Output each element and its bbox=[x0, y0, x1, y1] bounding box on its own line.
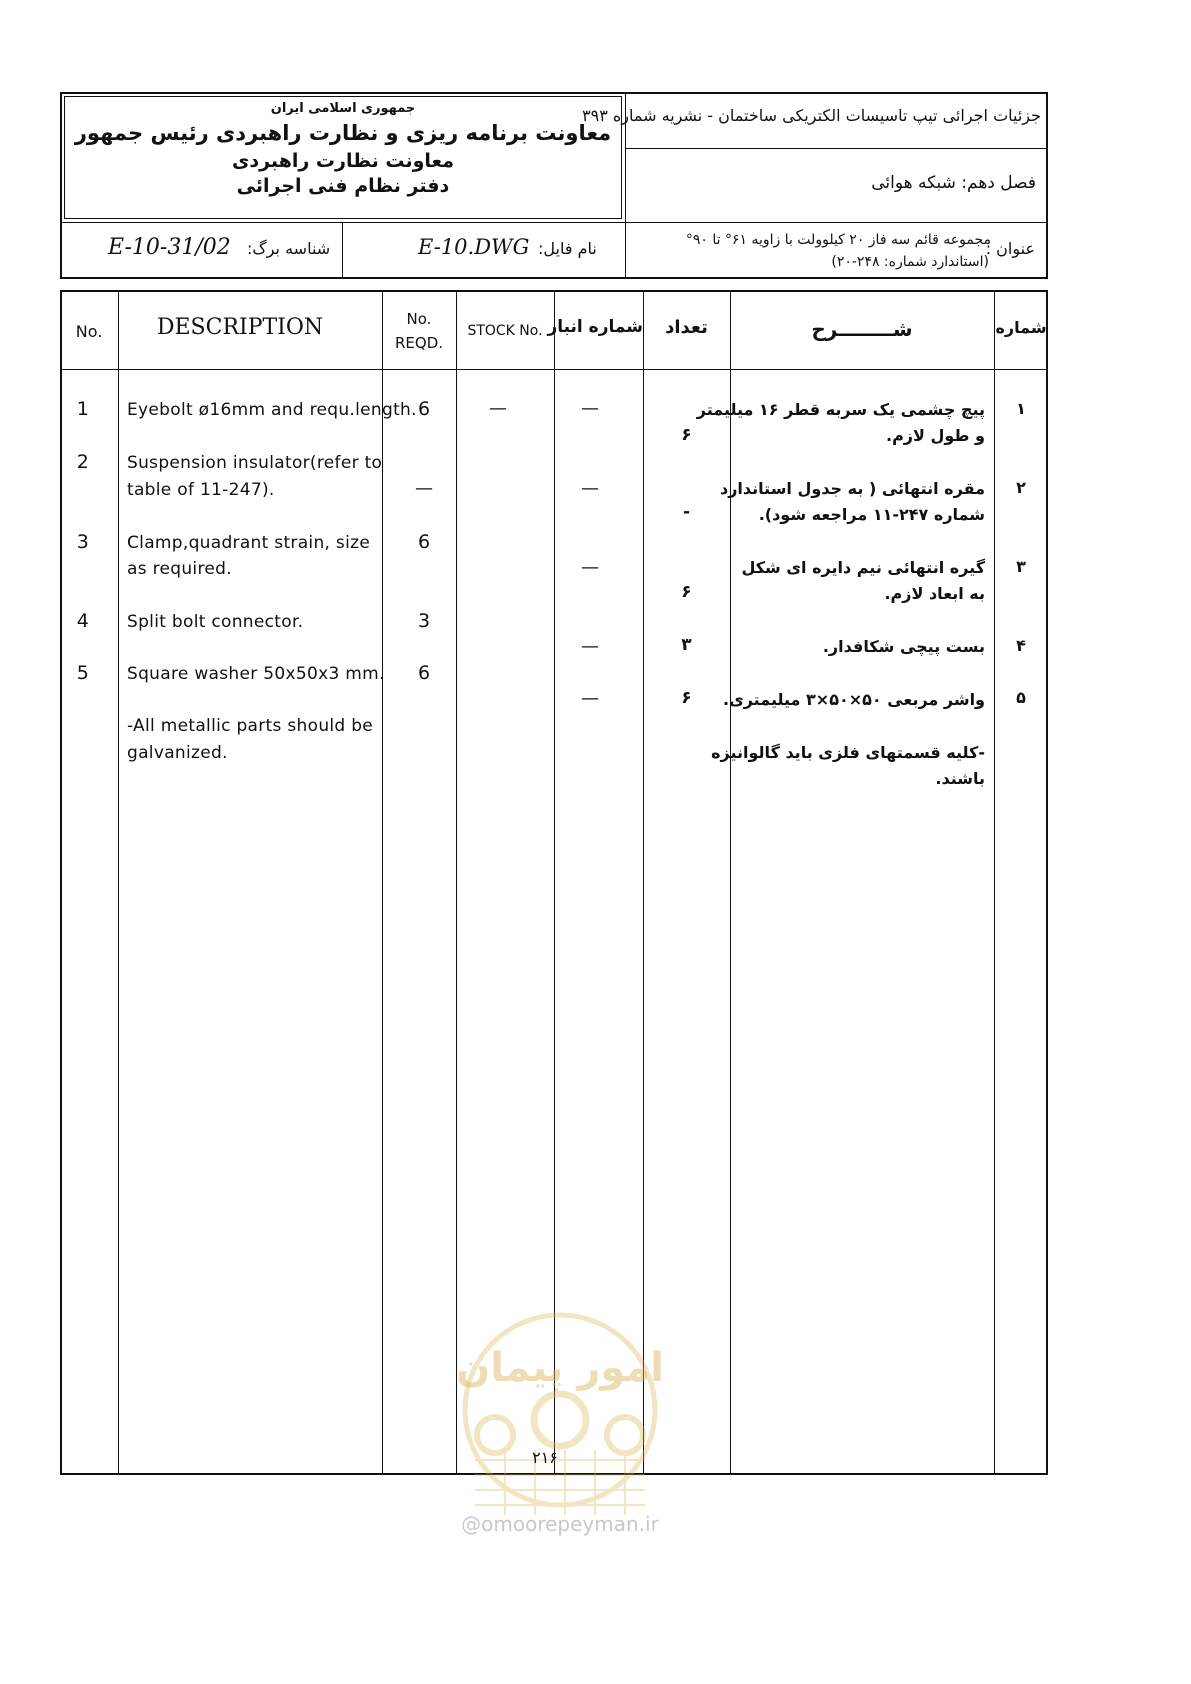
row-stock-fa: — bbox=[581, 478, 599, 499]
row-desc: Eyebolt ø16mm and requ.length. bbox=[127, 400, 417, 420]
org-line-2: معاونت برنامه ریزی و نظارت راهبردی رئیس جمهور bbox=[74, 121, 612, 145]
row-desc: Suspension insulator(refer to bbox=[127, 453, 383, 473]
row-stock-fa: — bbox=[581, 557, 599, 578]
row-stock-fa: — bbox=[581, 398, 599, 419]
row-desc-fa-2: به ابعاد لازم. bbox=[884, 584, 985, 603]
row-no: 4 bbox=[76, 610, 90, 632]
col-header-desc-fa: شــــــــرح bbox=[811, 317, 913, 341]
note-fa-1: -کلیه قسمتهای فلزی باید گالوانیزه bbox=[711, 743, 985, 762]
watermark-url: @omoorepeyman.ir bbox=[461, 1512, 659, 1536]
row-no-fa: ۳ bbox=[1016, 557, 1026, 576]
row-no-fa: ۴ bbox=[1016, 636, 1026, 655]
col-header-stock-no: STOCK No. bbox=[467, 323, 543, 339]
col-header-no: No. bbox=[75, 322, 103, 341]
row-qty-fa: ۶ bbox=[681, 582, 692, 602]
chapter-title: فصل دهم: شبکه هوائی bbox=[871, 173, 1036, 193]
file-name-label: نام فایل: bbox=[538, 239, 597, 258]
watermark-text: امور پیمان bbox=[456, 1345, 664, 1391]
row-desc: Split bolt connector. bbox=[127, 612, 304, 632]
row-reqd: 6 bbox=[417, 531, 431, 553]
row-desc-fa: بست پیچی شکافدار. bbox=[822, 637, 985, 656]
col-header-no-fa: شماره bbox=[995, 318, 1047, 337]
col-header-description: DESCRIPTION bbox=[156, 315, 324, 340]
row-no: 1 bbox=[76, 398, 90, 420]
org-line-3: معاونت نظارت راهبردی bbox=[231, 150, 455, 172]
row-desc: Square washer 50x50x3 mm. bbox=[127, 664, 385, 684]
row-no-fa: ۱ bbox=[1016, 399, 1026, 418]
row-desc-fa: مقره انتهائی ( به جدول استاندارد bbox=[720, 479, 985, 498]
sheet-id-value: E-10-31/02 bbox=[108, 235, 231, 260]
row-desc-fa-2: و طول لازم. bbox=[886, 426, 985, 445]
row-qty-fa: - bbox=[682, 502, 691, 522]
col-header-no-reqd-2: REQD. bbox=[394, 334, 444, 352]
file-name-value: E-10.DWG bbox=[418, 235, 530, 259]
title-line-2: (استاندارد شماره: ۲۴۸-۲۰) bbox=[831, 254, 989, 270]
row-desc-fa: پیچ چشمی یک سربه قطر ۱۶ میلیمتر bbox=[696, 400, 985, 419]
watermark-logo bbox=[455, 1310, 665, 1520]
row-desc-fa: واشر مربعی ۵۰×۵۰×۳ میلیمتری. bbox=[722, 690, 985, 709]
row-reqd: 3 bbox=[417, 610, 431, 632]
watermark-emblem-icon bbox=[455, 1310, 665, 1520]
publication-title: جزئیات اجرائی تیپ تاسیسات الکتریکی ساختمان - نشریه شماره ۳۹۳ bbox=[582, 106, 1041, 125]
org-line-1: جمهوری اسلامی ایران bbox=[270, 101, 416, 116]
row-no: 3 bbox=[76, 531, 90, 553]
row-desc: Clamp,quadrant strain, size bbox=[127, 533, 371, 553]
row-no: 2 bbox=[76, 451, 90, 473]
page-number: ۲۱۶ bbox=[532, 1448, 558, 1467]
title-line-1: مجموعه قائم سه فاز ۲۰ کیلوولت با زاویه ۶۱° تا ۹۰° bbox=[685, 232, 991, 248]
row-reqd: — bbox=[415, 478, 433, 499]
sheet-id-label: شناسه برگ: bbox=[247, 239, 331, 258]
row-no-fa: ۵ bbox=[1016, 688, 1026, 707]
row-desc-2: as required. bbox=[127, 559, 232, 579]
row-no: 5 bbox=[76, 662, 90, 684]
row-desc-2: table of 11-247). bbox=[127, 480, 275, 500]
row-qty-fa: ۳ bbox=[681, 635, 692, 655]
col-header-qty-fa: تعداد bbox=[665, 317, 708, 338]
row-stock: — bbox=[489, 398, 507, 419]
title-label: عنوان : bbox=[985, 239, 1035, 258]
note-en-2: galvanized. bbox=[127, 743, 228, 763]
org-line-4: دفتر نظام فنی اجرائی bbox=[236, 175, 450, 197]
row-reqd: 6 bbox=[417, 398, 431, 420]
row-desc-fa-2: شماره ۲۴۷-۱۱ مراجعه شود). bbox=[758, 505, 985, 524]
note-en-1: -All metallic parts should be bbox=[127, 716, 374, 736]
row-reqd: 6 bbox=[417, 662, 431, 684]
row-no-fa: ۲ bbox=[1016, 478, 1026, 497]
row-qty-fa: ۶ bbox=[681, 425, 692, 445]
col-header-stock-fa: شماره انبار bbox=[547, 317, 643, 337]
row-stock-fa: — bbox=[581, 636, 599, 657]
row-stock-fa: — bbox=[581, 688, 599, 709]
col-header-no-reqd-1: No. bbox=[406, 310, 432, 328]
note-fa-2: باشند. bbox=[935, 769, 985, 788]
row-qty-fa: ۶ bbox=[681, 688, 692, 708]
row-desc-fa: گیره انتهائی نیم دایره ای شکل bbox=[741, 558, 985, 577]
